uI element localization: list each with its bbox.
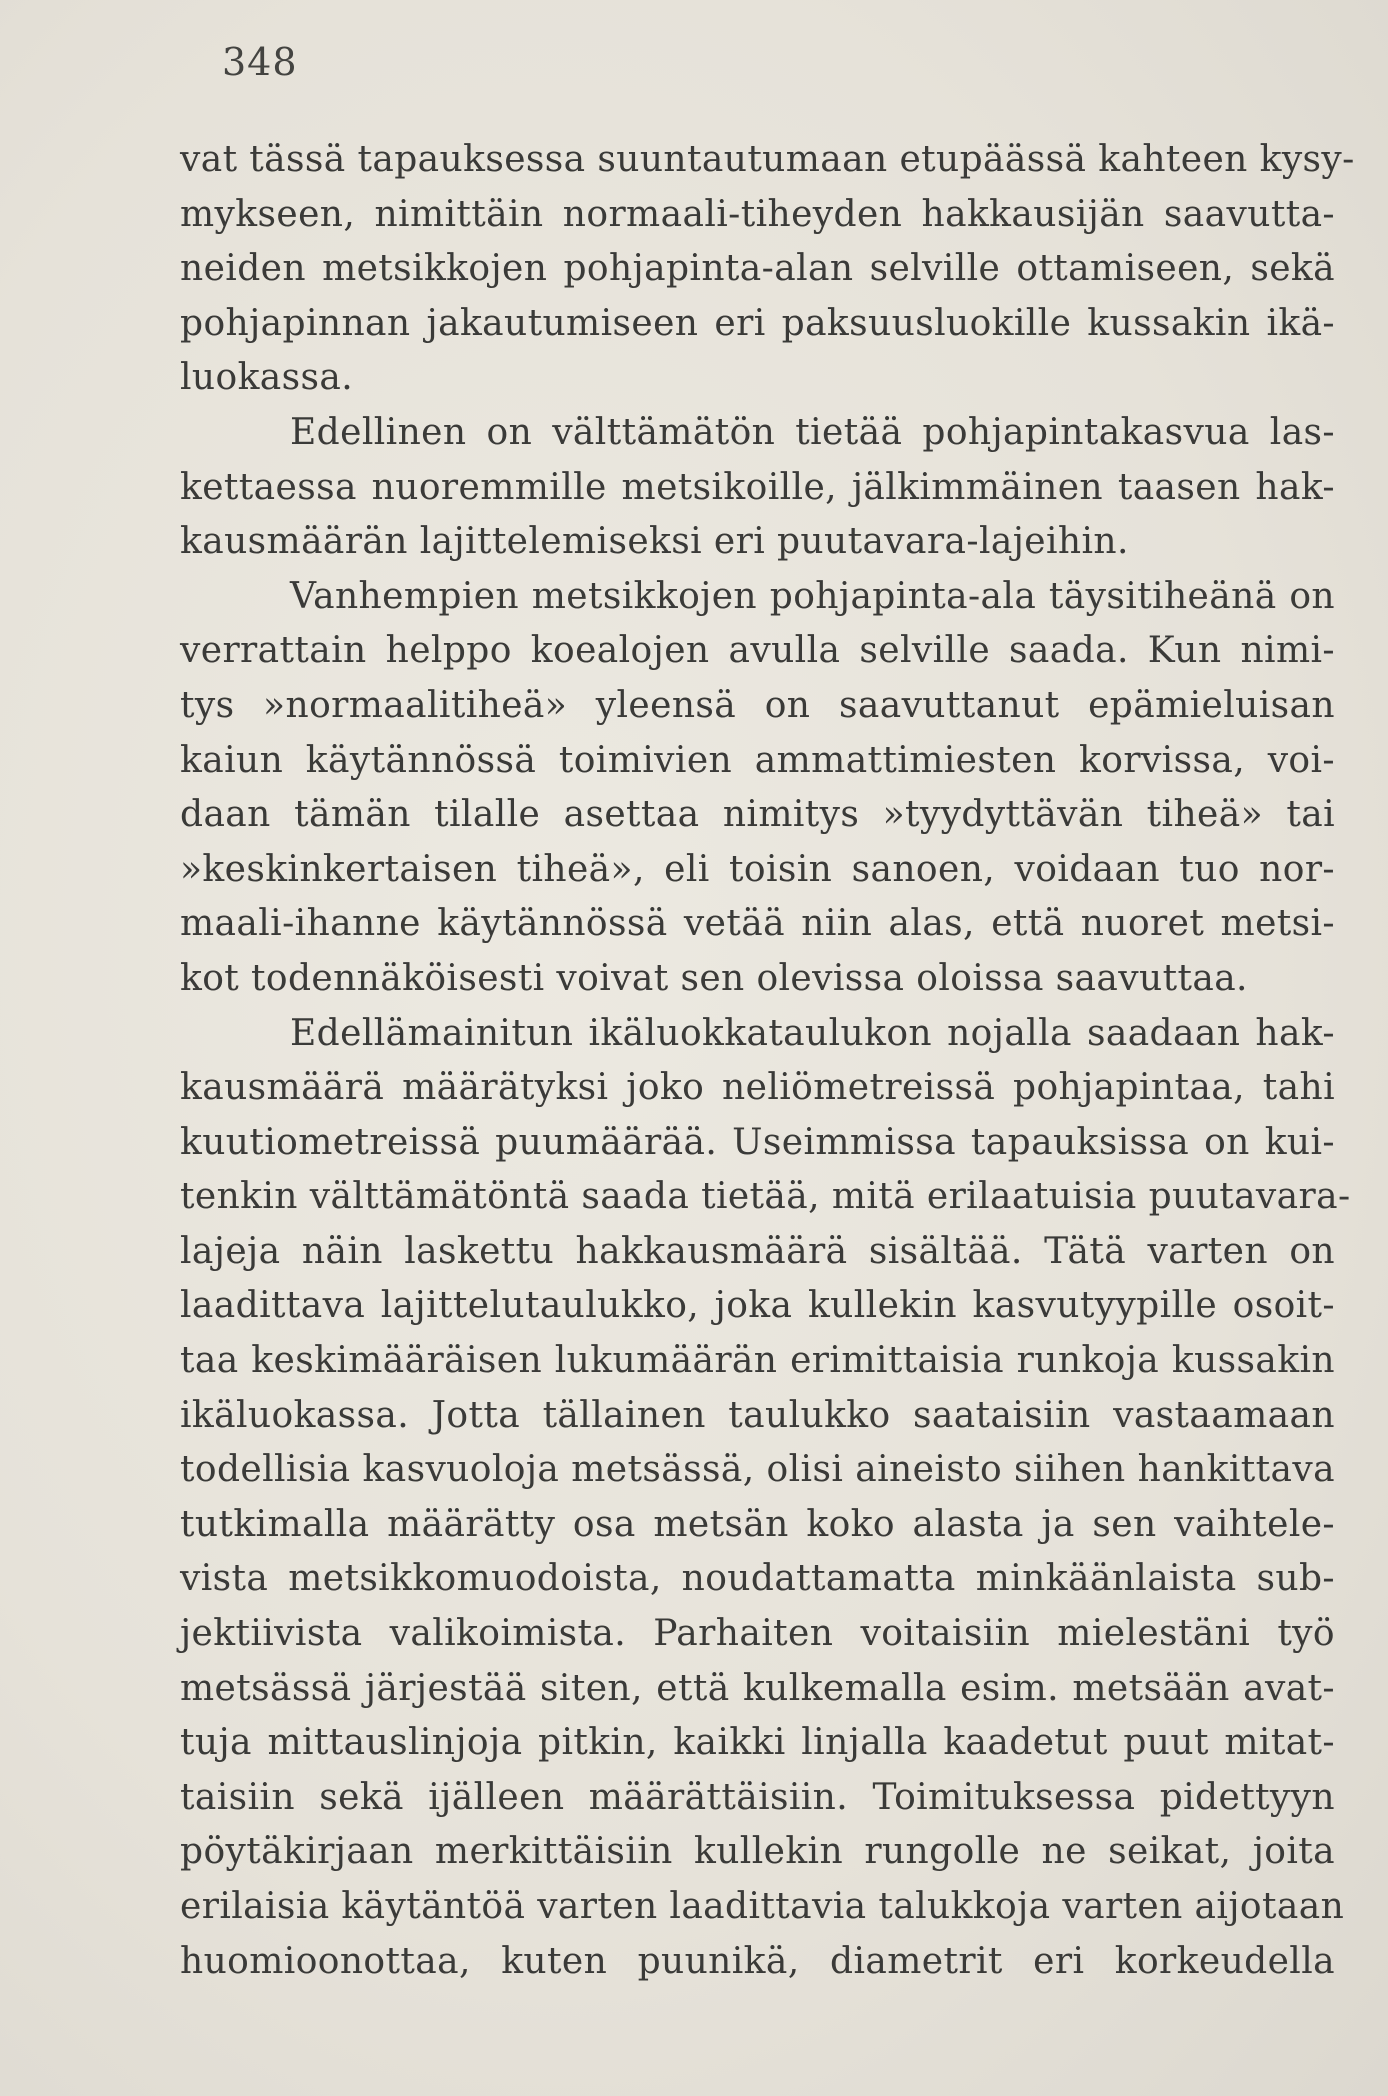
text-line: mykseen, nimittäin normaali-tiheyden hakkausijän saavutta-: [180, 193, 1335, 235]
text-line: neiden metsikkojen pohjapinta-alan selville ottamiseen, sekä: [180, 248, 1335, 290]
text-line: kausmäärän lajittelemiseksi eri puutavara-lajeihin.: [180, 521, 1129, 563]
text-line: todellisia kasvuoloja metsässä, olisi aineisto siihen hankittava: [180, 1449, 1335, 1491]
text-line: kuutiometreissä puumäärää. Useimmissa tapauksissa on kui-: [180, 1121, 1335, 1163]
text-line: kausmäärä määrätyksi joko neliömetreissä pohjapintaa, tahi: [180, 1067, 1335, 1109]
text-line: taa keskimääräisen lukumäärän erimittaisia runkoja kussakin: [180, 1340, 1335, 1382]
text-line: Edellämainitun ikäluokkataulukon nojalla saadaan hak-: [290, 1012, 1335, 1054]
text-line: vista metsikkomuodoista, noudattamatta minkäänlaista sub-: [180, 1558, 1335, 1600]
text-line: ikäluokassa. Jotta tällainen taulukko saataisiin vastaamaan: [180, 1394, 1335, 1436]
text-line: tys »normaalitiheä» yleensä on saavuttanut epämieluisan: [180, 684, 1335, 726]
text-line: taisiin sekä ijälleen määrättäisiin. Toimituksessa pidettyyn: [180, 1776, 1335, 1818]
text-line: jektiivista valikoimista. Parhaiten voitaisiin mielestäni työ: [180, 1613, 1335, 1655]
text-line: laadittava lajittelutaulukko, joka kullekin kasvutyypille osoit-: [180, 1285, 1335, 1327]
text-line: tenkin välttämätöntä saada tietää, mitä erilaatuisia puutavara-: [180, 1176, 1351, 1218]
text-line: »keskinkertaisen tiheä», eli toisin sanoen, voidaan tuo nor-: [180, 848, 1335, 890]
text-line: Vanhempien metsikkojen pohjapinta-ala täysitiheänä on: [290, 575, 1335, 617]
text-line: metsässä järjestää siten, että kulkemalla esim. metsään avat-: [180, 1667, 1335, 1709]
text-line: verrattain helppo koealojen avulla selville saada. Kun nimi-: [180, 630, 1335, 672]
text-line: vat tässä tapauksessa suuntautumaan etupäässä kahteen kysy-: [180, 139, 1355, 180]
text-line: huomioonottaa, kuten puunikä, diametrit eri korkeudella: [180, 1940, 1335, 1982]
text-line: lajeja näin laskettu hakkausmäärä sisältää. Tätä varten on: [180, 1230, 1335, 1272]
text-line: pohjapinnan jakautumiseen eri paksuusluokille kussakin ikä-: [180, 302, 1335, 344]
text-line: tuja mittauslinjoja pitkin, kaikki linjalla kaadetut puut mitat-: [180, 1722, 1335, 1764]
text-line: tutkimalla määrätty osa metsän koko alasta ja sen vaihtele-: [180, 1503, 1335, 1545]
text-line: daan tämän tilalle asettaa nimitys »tyydyttävän tiheä» tai: [180, 794, 1335, 836]
text-line: maali-ihanne käytännössä vetää niin alas, että nuoret metsi-: [180, 903, 1335, 945]
text-line: kettaessa nuoremmille metsikoille, jälkimmäinen taasen hak-: [180, 466, 1335, 508]
body-text: [180, 133, 1355, 1989]
text-line: erilaisia käytäntöä varten laadittavia talukkoja varten aijotaan: [180, 1886, 1345, 1927]
text-line: kot todennäköisesti voivat sen olevissa oloissa saavuttaa.: [180, 957, 1248, 999]
text-line: pöytäkirjaan merkittäisiin kullekin rungolle ne seikat, joita: [180, 1831, 1335, 1873]
text-line: kaiun käytännössä toimivien ammattimiesten korvissa, voi-: [180, 739, 1335, 781]
text-line: luokassa.: [180, 357, 354, 399]
page-number: 348: [222, 40, 298, 84]
text-line: Edellinen on välttämätön tietää pohjapintakasvua las-: [290, 411, 1335, 453]
